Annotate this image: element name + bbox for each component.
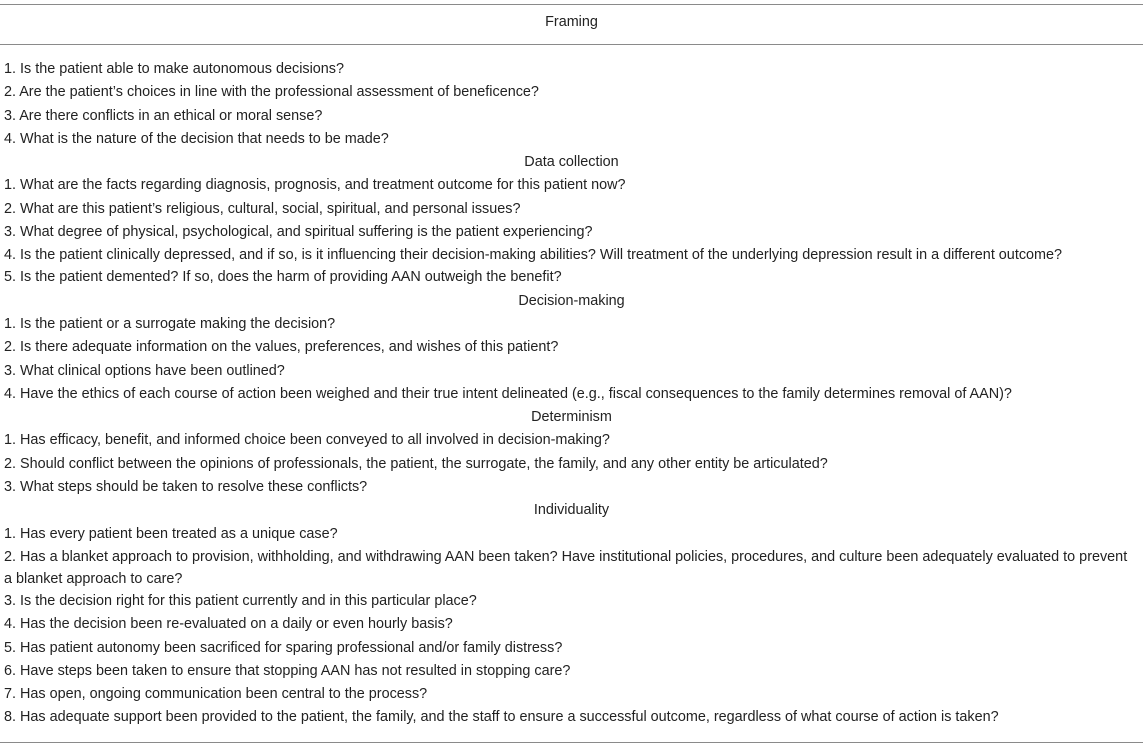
table-header-framing: Framing — [545, 14, 598, 30]
list-item: 4. Has the decision been re-evaluated on a daily or even hourly basis? — [4, 616, 453, 633]
list-item: 1. Has efficacy, benefit, and informed choice been conveyed to all involved in decision-making? — [4, 432, 610, 449]
list-item: 5. Has patient autonomy been sacrificed for sparing professional and/or family distress? — [4, 639, 563, 656]
list-item: 3. Is the decision right for this patient currently and in this particular place? — [4, 592, 477, 609]
table-bottom-rule — [0, 742, 1143, 743]
section-title-decision-making: Decision-making — [518, 292, 625, 309]
section-individuality — [0, 499, 1143, 729]
section-data-collection — [0, 151, 1143, 289]
list-item: 3. What steps should be taken to resolve these conflicts? — [4, 479, 368, 496]
list-item: 3. What degree of physical, psychological, and spiritual suffering is the patient experiencing? — [4, 224, 593, 241]
list-item: 4. What is the nature of the decision that needs to be made? — [4, 130, 389, 147]
section-determinism — [0, 406, 1143, 499]
list-item: 2. Should conflict between the opinions of professionals, the patient, the surrogate, the family, and any other entity be articulated? — [4, 455, 828, 472]
table-body — [0, 58, 1143, 730]
list-item: 3. What clinical options have been outlined? — [4, 362, 285, 379]
list-item: 3. Are there conflicts in an ethical or moral sense? — [4, 107, 323, 124]
list-item: 2. Has a blanket approach to provision, withholding, and withdrawing AAN been taken? Have institutional policies, procedures, and culture been adequately evaluated to prevent a blanket approach to care? — [4, 548, 1128, 587]
list-item: 7. Has open, ongoing communication been central to the process? — [4, 686, 428, 703]
section-decision-making — [0, 290, 1143, 406]
list-item: 5. Is the patient demented? If so, does the harm of providing AAN outweigh the benefit? — [4, 269, 562, 286]
list-item: 2. Are the patient’s choices in line with the professional assessment of beneficence? — [4, 84, 539, 101]
table-header-rule — [0, 44, 1143, 45]
list-item: 1. Has every patient been treated as a unique case? — [4, 525, 338, 542]
list-item: 2. What are this patient’s religious, cultural, social, spiritual, and personal issues? — [4, 200, 521, 217]
list-item: 4. Have the ethics of each course of action been weighed and their true intent delineated (e.g., fiscal consequences to the family determines removal of AAN)? — [4, 385, 1012, 402]
list-item: 1. Is the patient or a surrogate making the decision? — [4, 315, 336, 332]
list-item: 2. Is there adequate information on the values, preferences, and wishes of this patient? — [4, 339, 559, 356]
list-item: 8. Has adequate support been provided to the patient, the family, and the staff to ensure a successful outcome, regardless of what course of action is taken? — [4, 709, 999, 726]
list-item: 6. Have steps been taken to ensure that stopping AAN has not resulted in stopping care? — [4, 662, 571, 679]
section-title-individuality: Individuality — [533, 502, 610, 519]
list-item: 1. Is the patient able to make autonomous decisions? — [4, 61, 344, 77]
list-item: 4. Is the patient clinically depressed, and if so, is it influencing their decision-making abilities? Will treatment of the underlying depression result in a different outcome? — [4, 247, 1063, 264]
section-framing — [0, 58, 1143, 151]
list-item: 1. What are the facts regarding diagnosis, prognosis, and treatment outcome for this patient now? — [4, 177, 626, 194]
section-title-data-collection: Data collection — [524, 154, 619, 171]
section-title-determinism: Determinism — [531, 409, 612, 426]
table-top-rule — [0, 4, 1143, 5]
